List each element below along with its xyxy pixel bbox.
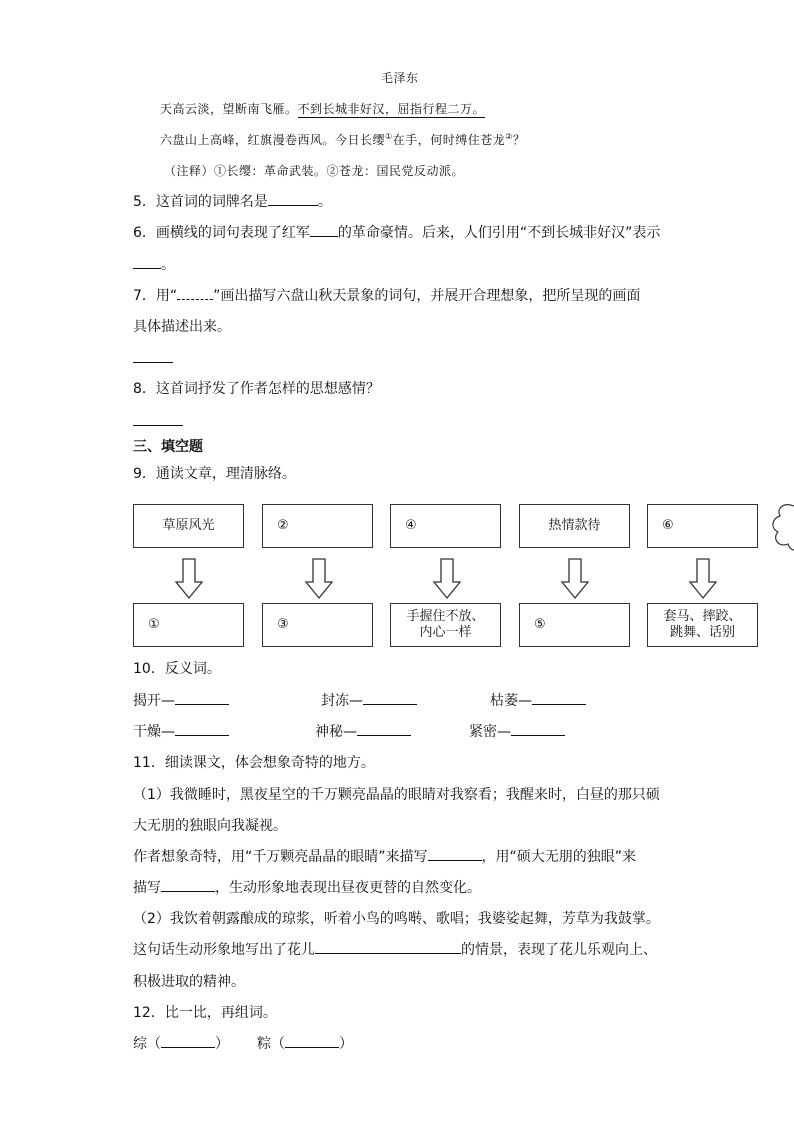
question-5-text: 5．这首词的词牌名是	[133, 194, 268, 210]
flow-box-top-4: 热情款待	[519, 504, 630, 548]
antonym-label: 封冻—	[321, 693, 363, 709]
char-label: 粽（	[257, 1036, 285, 1052]
arrow-down-icon	[688, 558, 718, 600]
question-11-blank-2[interactable]	[161, 879, 215, 892]
question-12: 12．比一比，再组词。	[133, 1005, 277, 1021]
poem-line-2-part-a: 六盘山上高峰，红旗漫卷西风。今日长缨	[160, 133, 386, 147]
question-6-blank-2[interactable]	[133, 256, 161, 269]
arrow-down-icon	[560, 558, 590, 600]
question-11-passage-1-line-2: 大无朋的独眼向我凝视。	[133, 818, 287, 834]
prompt-text: 作者想象奇特，用“千万颗亮晶晶的眼睛”来描写	[133, 849, 428, 865]
poem-line-1-plain: 天高云淡，望断南飞雁。	[160, 102, 298, 116]
word-blank[interactable]	[161, 1035, 215, 1048]
question-6-end: 。	[161, 257, 175, 273]
poem-line-1-underlined: 不到长城非好汉，屈指行程二万。	[297, 102, 486, 116]
paren-close: ）	[215, 1036, 229, 1052]
char-label: 综（	[133, 1036, 161, 1052]
question-5-end: 。	[317, 194, 332, 210]
question-6-line-2	[133, 255, 175, 275]
poem-notes: （注释）①长缨：革命武装。②苍龙：国民党反动派。	[164, 164, 465, 178]
question-5-blank[interactable]	[268, 193, 318, 206]
question-12-item-1	[133, 1034, 229, 1054]
antonym-row-1-item-1	[133, 691, 229, 711]
poem-note-ref-2: ②	[505, 132, 513, 141]
antonym-row-1-item-2	[321, 691, 417, 711]
question-11-passage-2: （2）我饮着朝露酿成的琼浆，听着小鸟的鸣啭、歌唱；我婆娑起舞，芳草为我鼓掌。	[133, 911, 660, 927]
question-12-item-2	[257, 1034, 353, 1054]
antonym-row-2-item-2	[315, 722, 411, 742]
question-6-blank-1[interactable]	[310, 224, 338, 237]
question-11-blank-1[interactable]	[428, 848, 482, 861]
question-6-text-b: 的革命豪情。后来，人们引用“不到长城非好汉”表示	[337, 225, 661, 241]
prompt-text: 的情景，表现了花儿乐观向上、	[461, 942, 657, 958]
question-7-text-a: 7．用“	[133, 288, 178, 304]
question-9: 9．通读文章，理清脉络。	[133, 466, 296, 482]
arrow-down-icon	[304, 558, 334, 600]
arrow-down-icon	[174, 558, 204, 600]
flow-box-bottom-5: 套马、摔跤、 跳舞、话别	[647, 603, 758, 647]
flow-box-bottom-2[interactable]: ③	[262, 603, 373, 647]
question-11-passage-1-line-1: （1）我微睡时，黑夜星空的千万颗亮晶晶的眼睛对我察看；我醒来时，白昼的那只硕	[133, 787, 660, 803]
question-8-answer-line[interactable]	[133, 425, 183, 426]
flow-box-top-2[interactable]: ②	[262, 504, 373, 548]
prompt-text: ，生动形象地表现出昼夜更替的自然变化。	[215, 880, 481, 896]
question-7-text-b: ”画出描写六盘山秋天景象的词句，并展开合理想象，把所呈现的画面	[213, 288, 641, 304]
cloud-icon	[770, 500, 794, 554]
poem-line-1	[160, 100, 485, 117]
question-11-prompt-1-line-1	[133, 847, 636, 867]
antonym-blank[interactable]	[175, 692, 229, 705]
antonym-label: 紧密—	[469, 724, 511, 740]
poem-author: 毛泽东	[381, 71, 419, 85]
question-10: 10．反义词。	[133, 661, 221, 677]
flow-box-top-3[interactable]: ④	[390, 504, 501, 548]
question-11-prompt-2-line-1	[133, 940, 657, 960]
poem-line-2-part-b: 在手，何时缚住苍龙	[392, 133, 506, 147]
poem-line-2-part-c: ？	[512, 133, 526, 147]
prompt-text: 这句话生动形象地写出了花儿	[133, 942, 315, 958]
antonym-row-1-item-3	[490, 691, 586, 711]
question-7-answer-line[interactable]	[133, 362, 173, 363]
flow-box-bottom-4[interactable]: ⑤	[519, 603, 630, 647]
prompt-text: ，用“硕大无朋的独眼”来	[481, 849, 637, 865]
antonym-label: 揭开—	[133, 693, 175, 709]
question-6-line-1	[133, 223, 660, 243]
antonym-label: 干燥—	[133, 724, 175, 740]
arrow-down-icon	[432, 558, 462, 600]
antonym-blank[interactable]	[511, 723, 565, 736]
question-7-line-1	[133, 286, 640, 306]
antonym-row-2-item-3	[469, 722, 565, 742]
question-11-blank-3[interactable]	[315, 941, 461, 954]
question-11: 11．细读课文，体会想象奇特的地方。	[133, 755, 375, 771]
flow-box-bottom-1[interactable]: ①	[133, 603, 244, 647]
flow-box-top-1: 草原风光	[133, 504, 244, 548]
antonym-label: 枯萎—	[490, 693, 532, 709]
flow-box-bottom-3: 手握住不放、 内心一样	[390, 603, 501, 647]
antonym-row-2-item-1	[133, 722, 229, 742]
section-title-fill-in: 三、填空题	[133, 439, 203, 455]
question-11-prompt-2-line-2: 积极进取的精神。	[133, 974, 245, 990]
flow-box-top-5[interactable]: ⑥	[647, 504, 758, 548]
antonym-blank[interactable]	[532, 692, 586, 705]
question-5	[133, 192, 332, 212]
question-7-line-2: 具体描述出来。	[133, 319, 231, 335]
poem-note-ref-1: ①	[385, 132, 393, 141]
question-8: 8．这首词抒发了作者怎样的思想感情？	[133, 381, 380, 397]
word-blank[interactable]	[285, 1035, 339, 1048]
question-11-prompt-1-line-2	[133, 878, 481, 898]
antonym-label: 神秘—	[315, 724, 357, 740]
question-7-wavy-line	[177, 291, 213, 300]
antonym-blank[interactable]	[363, 692, 417, 705]
antonym-blank[interactable]	[175, 723, 229, 736]
prompt-text: 描写	[133, 880, 161, 896]
poem-line-2	[160, 131, 525, 148]
question-6-text: 6．画横线的词句表现了红军	[133, 225, 310, 241]
antonym-blank[interactable]	[357, 723, 411, 736]
paren-close: ）	[339, 1036, 353, 1052]
